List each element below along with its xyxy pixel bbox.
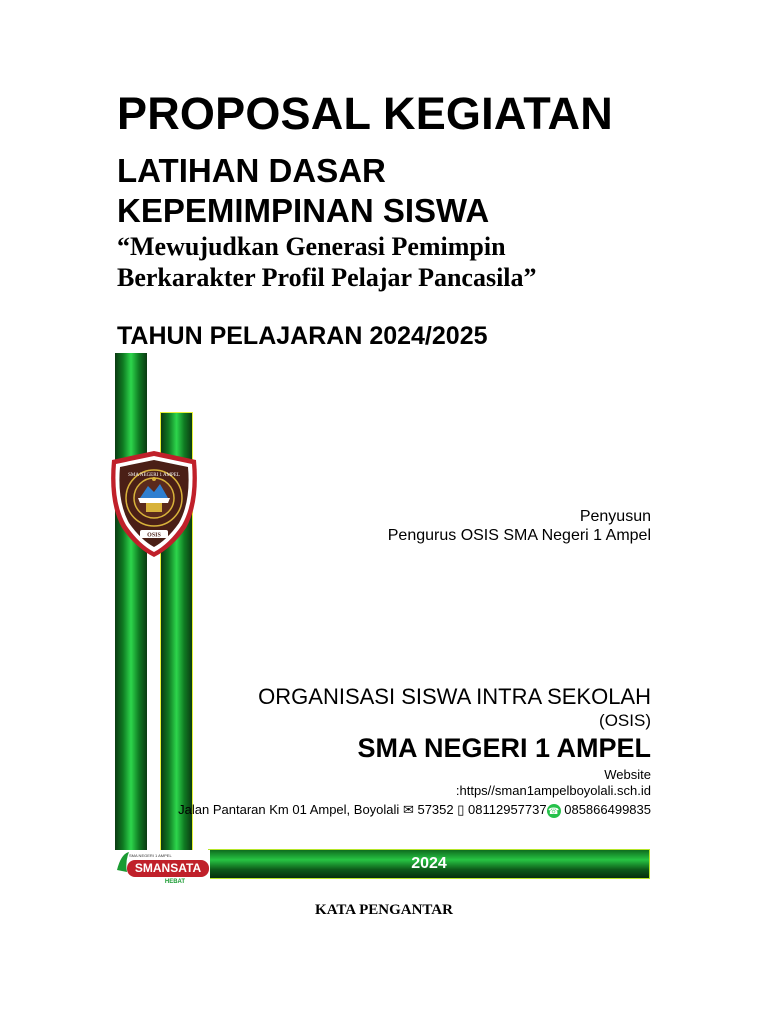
compiler-name: Pengurus OSIS SMA Negeri 1 Ampel [387,527,651,544]
theme-quote-line1: “Mewujudkan Generasi Pemimpin [117,232,506,261]
phone-number: 08112957737 [468,802,547,817]
document-title: PROPOSAL KEGIATAN [117,88,613,139]
organization-name: ORGANISASI SISWA INTRA SEKOLAH [258,684,651,709]
address: Jalan Pantaran Km 01 Ampel, Boyolali [178,802,400,817]
emblem-top-text: SMA NEGERI 1 AMPEL [128,473,180,478]
website-url[interactable]: :https//sman1ampelboyolali.sch.id [455,783,651,798]
compiler-label: Penyusun [579,508,651,525]
envelope-icon: ✉ [402,802,414,817]
website-label: Website [604,767,651,782]
smansata-hebat-logo [115,850,210,886]
contact-line [178,802,651,818]
emblem-osis-text: OSIS [147,532,161,539]
theme-quote-line2: Berkarakter Profil Pelajar Pancasila” [117,263,537,292]
theme-quote [117,231,537,293]
next-section-heading: KATA PENGANTAR [315,902,453,918]
brand-tag-text: HEBAT [164,879,186,885]
brand-main-text: SMANSATA [134,861,202,875]
school-name: SMA NEGERI 1 AMPEL [357,733,651,763]
decorative-green-bar-left [115,353,147,877]
brand-small-text: SMA NEGERI 1 AMPEL [129,853,172,858]
academic-year: TAHUN PELAJARAN 2024/2025 [117,322,488,350]
whatsapp-icon: ☎ [548,805,560,816]
phone-icon: ▯ [457,802,465,817]
postal-code: 57352 [417,802,454,817]
footer-year: 2024 [411,855,447,872]
organization-abbreviation: (OSIS) [599,711,651,730]
activity-title-line1: LATIHAN DASAR [117,152,386,189]
osis-emblem-logo [106,448,202,560]
activity-title-line2: KEPEMIMPINAN SISWA [117,192,490,229]
whatsapp-number: 085866499835 [564,802,651,817]
